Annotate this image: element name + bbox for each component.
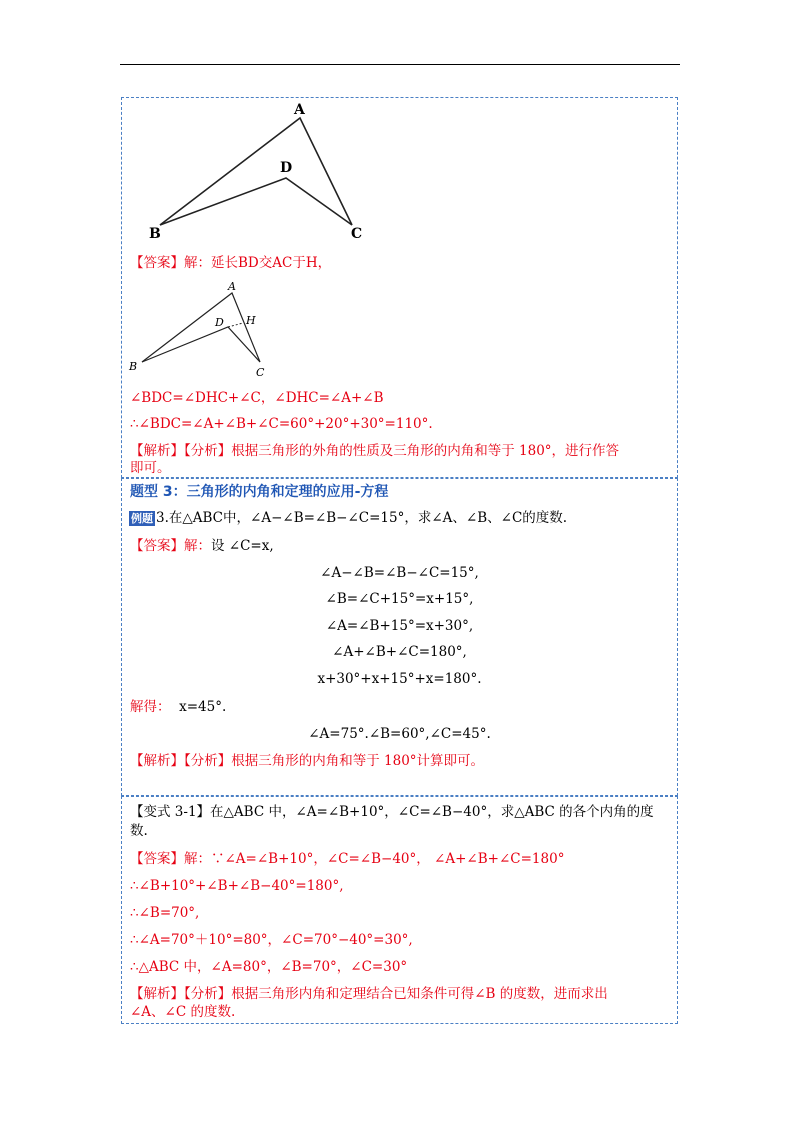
answer-text: 延长BD交AC于H， — [211, 255, 332, 271]
example-tag: 例题 — [131, 512, 153, 525]
variant-title-line-2: 数. — [130, 823, 148, 839]
analysis-prefix: 【解析】【分析】 — [130, 443, 232, 459]
equation-5: x+30°+x+15°+x=180°. — [317, 671, 482, 687]
answer-text: ∵∠A=∠B+10°，∠C=∠B−40°， ∠A+∠B+∠C=180° — [211, 851, 565, 867]
ex2-analysis-line-2: 即可。 — [130, 460, 171, 476]
section3-answer-line — [130, 537, 274, 555]
header-rule — [120, 64, 680, 65]
variant-step-3: ∴∠A=70°＋10°=80°，∠C=70°−40°=30°, — [130, 932, 413, 948]
equation-4: ∠A+∠B+∠C=180°, — [332, 644, 467, 660]
example-3-question — [129, 509, 567, 527]
equation-2: ∠B=∠C+15°=x+15°, — [325, 591, 474, 607]
variant-step-1: ∴∠B+10°+∠B+∠B−40°=180°, — [130, 878, 344, 894]
variant-analysis-line-2: ∠A、∠C 的度数. — [130, 1004, 236, 1020]
variant-analysis-line-1 — [130, 985, 608, 1003]
analysis-prefix: 【解析】【分析】 — [130, 753, 232, 769]
section3-analysis-line — [130, 752, 484, 770]
ex2-answer-line — [130, 254, 331, 272]
analysis-text: 根据三角形的外角的性质及三角形的内角和等于 180°，进行作答 — [231, 443, 620, 459]
analysis-prefix: 【解析】【分析】 — [130, 986, 232, 1002]
fig1-label-D: D — [280, 160, 293, 176]
ex2-step-1: ∠BDC=∠DHC+∠C，∠DHC=∠A+∠B — [130, 390, 384, 406]
analysis-text: 根据三角形的内角和等于 180°计算即可。 — [231, 753, 485, 769]
example-3-text: 3.在△ABC中，∠A−∠B=∠B−∠C=15°，求∠A、∠B、∠C的度数. — [156, 510, 568, 526]
fig2-label-C: C — [256, 366, 265, 379]
answer-prefix: 【答案】解： — [130, 255, 211, 271]
variant-step-2: ∴∠B=70°, — [130, 905, 200, 921]
fig2-label-A: A — [228, 280, 236, 293]
ex2-step-2: ∴∠BDC=∠A+∠B+∠C=60°+20°+30°=110°. — [130, 416, 433, 432]
variant-answer-line — [130, 850, 564, 868]
answer-prefix: 【答案】解： — [130, 851, 211, 867]
solve-text: x=45°. — [179, 699, 227, 715]
fig1-label-B: B — [149, 226, 161, 242]
solve-label: 解得： — [130, 699, 171, 715]
variant-title-line-1: 【变式 3-1】在△ABC 中，∠A=∠B+10°，∠C=∠B−40°，求△ABC 的各个内角的度 — [130, 804, 654, 820]
equation-3: ∠A=∠B+15°=x+30°, — [325, 618, 474, 634]
fig2-label-H: H — [246, 314, 256, 327]
variant-step-4: ∴△ABC 中，∠A=80°，∠B=70°，∠C=30° — [130, 959, 408, 975]
triangle-figure-1 — [140, 100, 380, 242]
analysis-text: 根据三角形内角和定理结合已知条件可得∠B 的度数，进而求出 — [231, 986, 608, 1002]
answer-prefix: 【答案】解： — [130, 538, 211, 554]
fig1-label-C: C — [351, 226, 363, 242]
ex2-analysis-line-1 — [130, 442, 619, 460]
fig2-label-D: D — [215, 316, 224, 329]
solve-line — [130, 698, 226, 716]
result-line: ∠A=75°.∠B=60°,∠C=45°. — [308, 726, 491, 742]
fig1-label-A: A — [294, 102, 305, 118]
answer-text: 设 ∠C=x, — [211, 538, 274, 554]
section3-heading: 题型 3：三角形的内角和定理的应用-方程 — [130, 484, 389, 500]
fig2-label-B: B — [129, 360, 138, 373]
equation-1: ∠A−∠B=∠B−∠C=15°, — [320, 565, 479, 581]
triangle-figure-2 — [125, 278, 285, 380]
